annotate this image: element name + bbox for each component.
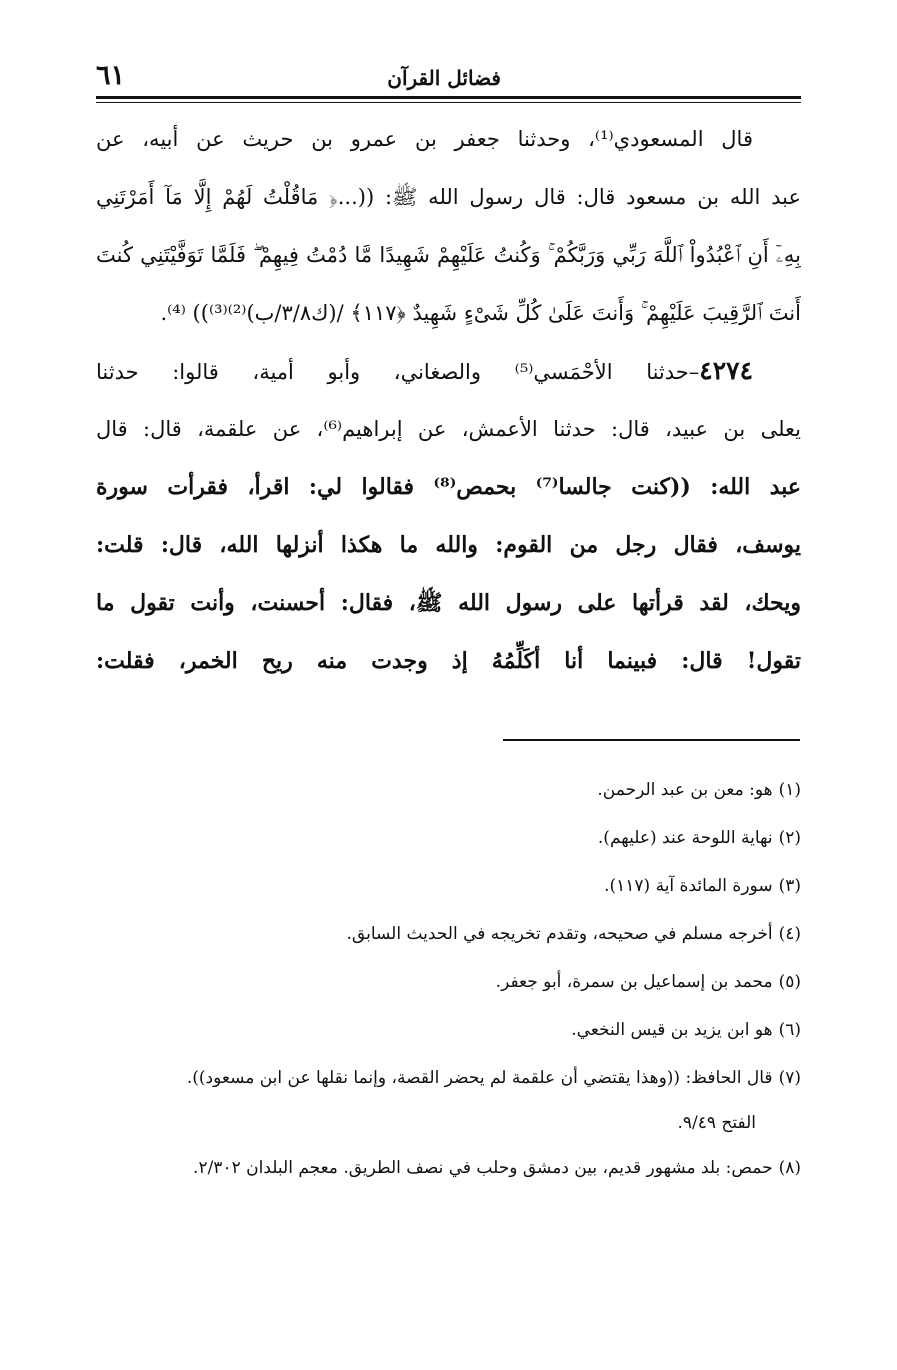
hadith-number: ٤٢٧٤ <box>699 356 754 385</box>
footnote-text: محمد بن إسماعيل بن سمرة، أبو جعفر. <box>495 972 773 992</box>
footnote-item <box>96 1144 801 1192</box>
footnote-mark: (٨) <box>778 1158 801 1178</box>
footnote-mark: (٣) <box>778 876 801 896</box>
header-rule-thin <box>96 102 801 103</box>
footnote-item <box>96 910 801 958</box>
footnote-text: حمص: بلد مشهور قديم، بين دمشق وحلب في نصف الطريق. معجم البلدان ٢/٣٠٢. <box>193 1158 773 1178</box>
hadith-first-line <box>96 342 801 400</box>
footnote-item <box>96 862 801 910</box>
footnote-item <box>96 1054 801 1102</box>
footnote-item <box>96 814 801 862</box>
footnote-text: قال الحافظ: ((وهذا يقتضي أن علقمة لم يحضر القصة، وإنما نقلها عن ابن مسعود)). <box>186 1068 773 1088</box>
hadith-line: ويحك، لقد قرأتها على رسول الله ﷺ، فقال: أحسنت، وأنت تقول ما <box>96 590 801 616</box>
page-header <box>96 58 801 92</box>
footnote-text: أخرجه مسلم في صحيحه، وتقدم تخريجه في الحديث السابق. <box>346 924 773 944</box>
footnote-item <box>96 766 801 814</box>
body-line: قال المسعودي⁽¹⁾، وحدثنا جعفر بن عمرو بن حريث عن أبيه، عن <box>96 127 753 151</box>
page-number: ٦١ <box>96 60 126 91</box>
footnote-item <box>96 1006 801 1054</box>
footnote-text: سورة المائدة آية (١١٧). <box>604 876 773 896</box>
hadith-line: يوسف، فقال رجل من القوم: والله ما هكذا أنزلها الله، قال: قلت: <box>96 532 801 558</box>
header-rule-thick <box>96 96 801 99</box>
body-line: بِهِۦٓ أَنِ ٱعْبُدُواْ ٱللَّهَ رَبِّي وَرَبَّكُمْ ۚ وَكُنتُ عَلَيْهِمْ شَهِيدًا مَّا دُمْتُ فِيهِمْ ۖ فَلَمَّا تَوَفَّيْتَنِي كُنتَ <box>96 243 801 267</box>
body-line: عبد الله بن مسعود قال: قال رسول الله ﷺ: ((...﴿ مَاقُلْتُ لَهُمْ إِلَّا مَآ أَمَرْتَنِي <box>96 185 801 209</box>
footnote-text: هو: معن بن عبد الرحمن. <box>597 780 773 800</box>
main-text <box>96 110 801 690</box>
footnote-mark: (٦) <box>778 1020 801 1040</box>
footnote-item <box>96 958 801 1006</box>
footnote-text: نهاية اللوحة عند (عليهم). <box>597 828 773 848</box>
footnote-mark: (٥) <box>778 972 801 992</box>
footnotes <box>96 766 801 1192</box>
body-line: أَنتَ ٱلرَّقِيبَ عَلَيْهِمْ ۚ وَأَنتَ عَلَىٰ كُلِّ شَىْءٍ شَهِيدٌ ﴿١١٧﴾ /(ك٣/٨/ب)⁽²⁾⁽³⁾)) ⁽⁴⁾. <box>160 301 801 325</box>
footnote-mark: (١) <box>778 780 801 800</box>
hadith-line: –حدثنا الأحْمَسي⁽⁵⁾ والصغاني، وأبو أمية، قالوا: حدثنا <box>96 360 700 384</box>
footnote-text: هو ابن يزيد بن قيس النخعي. <box>571 1020 773 1040</box>
hadith-line: تقول! قال: فبينما أنا أكَلِّمُهُ إذ وجدت منه ريح الخمر، فقلت: <box>96 648 801 674</box>
footnote-separator <box>503 739 800 741</box>
running-title: فضائل القرآن <box>387 66 501 90</box>
footnote-mark: (٧) <box>778 1068 801 1088</box>
footnote-mark: (٢) <box>778 828 801 848</box>
footnote-text: الفتح ٩/٤٩. <box>677 1113 756 1133</box>
footnote-mark: (٤) <box>778 924 801 944</box>
hadith-line: يعلى بن عبيد، قال: حدثنا الأعمش، عن إبراهيم⁽⁶⁾، عن علقمة، قال: قال <box>96 417 801 441</box>
footnote-continuation <box>96 1102 801 1144</box>
hadith-line: عبد الله: ((كنت جالسا⁽⁷⁾ بحمص⁽⁸⁾ فقالوا لي: اقرأ، فقرأت سورة <box>96 474 801 500</box>
